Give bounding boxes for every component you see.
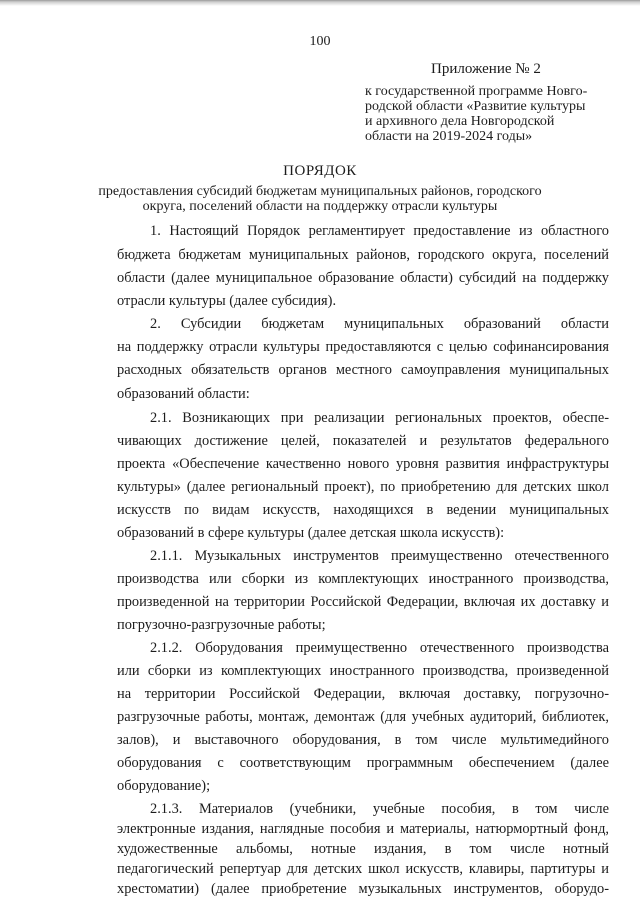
annex-line: родской области «Развитие культуры bbox=[365, 99, 586, 114]
paragraph-2-1-line: проекта «Обеспечение качественно нового уровня развития инфраструктуры bbox=[117, 456, 609, 472]
scan-edge bbox=[0, 0, 640, 6]
paragraph-2-1-line: искусств по видам искусств, находящихся в ведении муниципальных bbox=[117, 502, 609, 518]
paragraph-2-line: образований области: bbox=[117, 386, 250, 402]
paragraph-2-1-2-line: разгрузочные работы, монтаж, демонтаж (для учебных аудиторий, библиотек, bbox=[117, 709, 609, 725]
paragraph-2-1-3-line: педагогический репертуар для детских школ искусств, клавиры, партитуры и bbox=[117, 861, 609, 877]
annex-title: Приложение № 2 bbox=[431, 61, 541, 77]
paragraph-1-line: бюджета бюджетам муниципальных районов, городского округа, поселений bbox=[117, 247, 609, 263]
annex-block bbox=[365, 62, 625, 144]
document-subtitle-line: округа, поселений области на поддержку отрасли культуры bbox=[142, 199, 498, 214]
paragraph-1-line: области (далее муниципальное образование области) субсидий на поддержку bbox=[117, 270, 609, 286]
paragraph-2-1-2-line: оборудование); bbox=[117, 778, 211, 794]
paragraph-2-line: на поддержку отрасли культуры предоставляются с целью софинансирования bbox=[117, 339, 609, 355]
paragraph-2-1-1-line: погрузочно-разгрузочные работы; bbox=[117, 617, 326, 633]
paragraph-2-1-3-line: художественные альбомы, нотные издания, в том числе нотный bbox=[117, 841, 609, 857]
paragraph-2-1-2-line: оборудования с соответствующим программным обеспечением (далее bbox=[117, 755, 609, 771]
paragraph-2-1-2-line: 2.1.2. Оборудования преимущественно отечественного производства bbox=[150, 640, 609, 656]
paragraph-2-line: 2. Субсидии бюджетам муниципальных образований области bbox=[150, 316, 609, 332]
annex-line: области на 2019-2024 годы» bbox=[365, 129, 533, 144]
document-subtitle-line: предоставления субсидий бюджетам муниципальных районов, городского bbox=[98, 184, 542, 199]
document-title: ПОРЯДОК bbox=[283, 163, 357, 179]
paragraph-2-1-3-line: хрестоматии) (далее приобретение музыкальных инструментов, оборудо- bbox=[117, 881, 609, 897]
paragraph-2-1-3-line: электронные издания, наглядные пособия и материалы, натюрмортный фонд, bbox=[117, 821, 609, 837]
paragraph-2-1-line: образований в сфере культуры (далее детская школа искусств): bbox=[117, 525, 505, 541]
paragraph-2-1-line: чивающих достижение целей, показателей и результатов федерального bbox=[117, 433, 609, 449]
paragraph-2-1-2-line: залов), и выставочного оборудования, в том числе мультимедийного bbox=[117, 732, 609, 748]
paragraph-2-1-1-line: произведенной на территории Российской Федерации, включая их доставку и bbox=[117, 594, 609, 610]
paragraph-1-line: отрасли культуры (далее субсидия). bbox=[117, 293, 337, 309]
paragraph-2-1-1-line: производства или сборки из комплектующих иностранного производства, bbox=[117, 571, 609, 587]
paragraph-2-1-line: культуры» (далее региональный проект), по приобретению для детских школ bbox=[117, 479, 609, 495]
paragraph-1-line: 1. Настоящий Порядок регламентирует предоставление из областного bbox=[150, 223, 609, 239]
paragraph-2-1-2-line: или сборки из комплектующих иностранного производства, произведенной bbox=[117, 663, 609, 679]
annex-line: и архивного дела Новгородской bbox=[365, 114, 555, 129]
paragraph-2-line: расходных обязательств органов местного самоуправления муниципальных bbox=[117, 362, 609, 378]
page-number: 100 bbox=[309, 34, 331, 49]
paragraph-2-1-line: 2.1. Возникающих при реализации региональных проектов, обеспе- bbox=[150, 410, 609, 426]
annex-line: к государственной программе Новго- bbox=[365, 84, 588, 99]
paragraph-2-1-2-line: на территории Российской Федерации, включая доставку, погрузочно- bbox=[117, 686, 609, 702]
paragraph-2-1-1-line: 2.1.1. Музыкальных инструментов преимущественно отечественного bbox=[150, 548, 609, 564]
paragraph-2-1-3-line: 2.1.3. Материалов (учебники, учебные пособия, в том числе bbox=[150, 801, 609, 817]
